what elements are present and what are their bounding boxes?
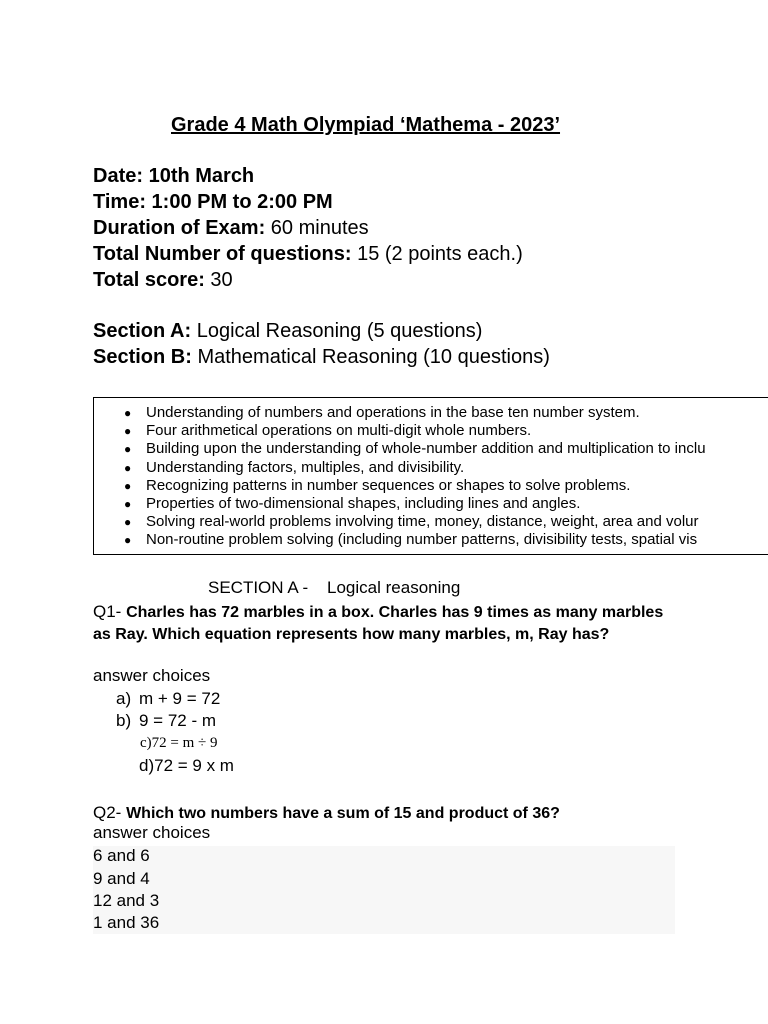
bullet-icon: ●: [124, 515, 132, 530]
document-title: Grade 4 Math Olympiad ‘Mathema - 2023’: [171, 114, 561, 136]
exam-duration: Duration of Exam: 60 minutes: [93, 217, 369, 239]
question-count: Total Number of questions: 15 (2 points each.): [93, 243, 523, 265]
topic-item: ● Solving real-world problems involving time, money, distance, weight, area and volur: [124, 513, 699, 531]
total-score: Total score: 30: [93, 269, 233, 291]
bullet-icon: ●: [124, 533, 132, 548]
bullet-icon: ●: [124, 460, 132, 475]
exam-time: Time: 1:00 PM to 2:00 PM: [93, 191, 333, 213]
topics-list: [94, 398, 768, 550]
topics-box: [93, 397, 768, 555]
section-a-summary: Section A: Logical Reasoning (5 questions): [93, 320, 483, 342]
q2-choice: 6 and 6: [93, 846, 150, 865]
bullet-icon: ●: [124, 497, 132, 512]
question-1: Q1- Charles has 72 marbles in a box. Charles has 9 times as many marbles as Ray. Which equation represents how many marbles, m, Ray has?: [93, 602, 664, 643]
q2-choice: 1 and 36: [93, 913, 160, 932]
q1-choices-label: answer choices: [93, 666, 211, 685]
bullet-icon: ●: [124, 424, 132, 439]
bullet-icon: ●: [124, 406, 132, 420]
q2-choices-label: answer choices: [93, 823, 211, 842]
bullet-icon: ●: [124, 442, 132, 457]
section-a-heading: SECTION A - Logical reasoning: [208, 578, 461, 597]
q1-choice-a: a): [116, 689, 132, 708]
topic-item: ● Understanding factors, multiples, and divisibility.: [124, 458, 465, 476]
section-b-summary: Section B: Mathematical Reasoning (10 questions): [93, 346, 550, 368]
topic-item: ● Understanding of numbers and operations in the base ten number system.: [124, 404, 640, 421]
topic-item: ● Four arithmetical operations on multi-digit whole numbers.: [124, 422, 532, 440]
exam-date: Date: 10th March: [93, 165, 255, 187]
bullet-icon: ●: [124, 478, 132, 493]
q1-choice-b: b): [116, 711, 132, 730]
topic-item: ● Recognizing patterns in number sequences or shapes to solve problems.: [124, 476, 631, 494]
question-2: Q2- Which two numbers have a sum of 15 and product of 36?: [93, 803, 560, 822]
q1-choice-a-text: m + 9 = 72: [139, 689, 221, 708]
q2-choices-shading: [93, 846, 675, 934]
topic-item: ● Building upon the understanding of whole-number addition and multiplication to inclu: [124, 440, 706, 458]
topic-item: ● Non-routine problem solving (including number patterns, divisibility tests, spatial vis: [124, 531, 698, 549]
topic-item: ● Properties of two-dimensional shapes, including lines and angles.: [124, 495, 581, 513]
q1-choice-d: d)72 = 9 x m: [139, 756, 234, 775]
q1-choice-c: c)72 = m ÷ 9: [140, 735, 218, 751]
q2-choice: 9 and 4: [93, 869, 150, 888]
q1-choice-b-text: 9 = 72 - m: [139, 711, 217, 730]
q2-choice: 12 and 3: [93, 891, 160, 910]
